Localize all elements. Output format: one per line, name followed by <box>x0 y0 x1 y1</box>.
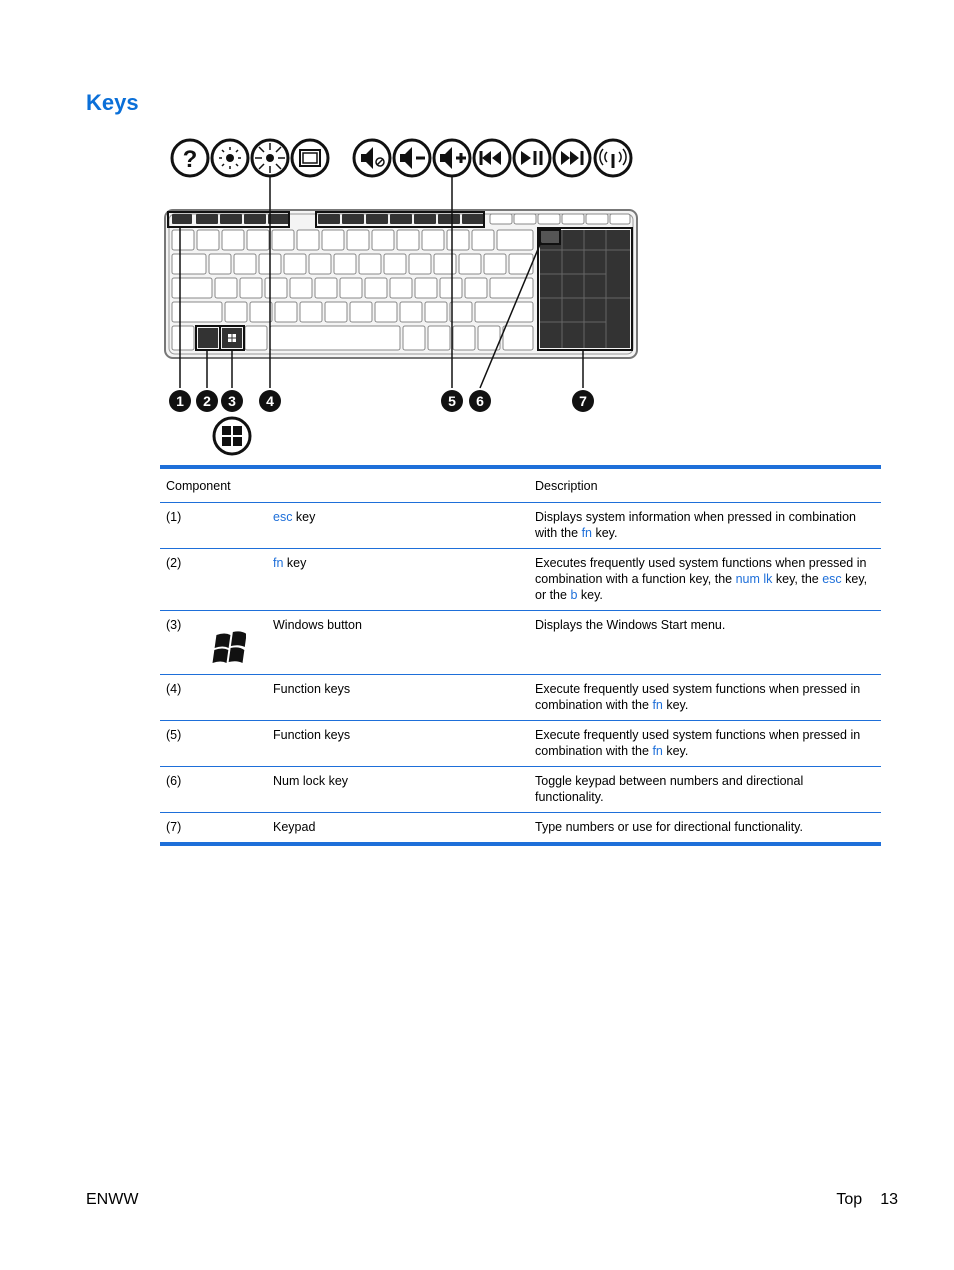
mute-icon <box>354 140 390 176</box>
header-component: Component <box>160 467 529 503</box>
header-description: Description <box>529 467 881 503</box>
link-text[interactable]: num lk <box>735 572 773 586</box>
footer-right <box>818 1191 898 1209</box>
previous-track-icon <box>474 140 510 176</box>
row-description: Execute frequently used system functions when pressed in combination with the fn key. <box>529 721 881 767</box>
footer-section: Top <box>836 1191 863 1208</box>
keyboard-body <box>165 210 637 358</box>
link-text[interactable]: fn <box>652 744 663 758</box>
next-track-icon <box>554 140 590 176</box>
row-component: fn key <box>267 549 529 611</box>
components-table <box>160 465 881 846</box>
footer-left: ENWW <box>86 1191 139 1208</box>
callout-3 <box>221 390 243 412</box>
brightness-down-icon <box>212 140 248 176</box>
row-component: Function keys <box>267 721 529 767</box>
windows-logo-icon <box>208 631 246 667</box>
row-component: Windows button <box>267 611 529 675</box>
link-text[interactable]: fn <box>581 526 592 540</box>
row-component: Function keys <box>267 675 529 721</box>
row-description: Executes frequently used system functions when pressed in combination with a function key, the num lk key, the esc key, or the b key. <box>529 549 881 611</box>
callout-7 <box>572 390 594 412</box>
svg-text:2: 2 <box>203 393 211 409</box>
svg-text:1: 1 <box>176 393 184 409</box>
svg-text:?: ? <box>182 146 198 173</box>
row-number: (1) <box>160 503 267 549</box>
table-header-row <box>160 467 881 503</box>
svg-text:4: 4 <box>266 393 274 409</box>
help-icon <box>172 140 208 176</box>
keyboard-figure <box>160 130 660 460</box>
row-number: (7) <box>166 820 182 834</box>
svg-text:7: 7 <box>579 393 587 409</box>
callout-5 <box>441 390 463 412</box>
table-row <box>160 767 881 813</box>
table-row <box>160 675 881 721</box>
svg-text:5: 5 <box>448 393 456 409</box>
row-number: (2) <box>160 549 267 611</box>
play-pause-icon <box>514 140 550 176</box>
row-component: Num lock key <box>267 767 529 813</box>
row-component: esc key <box>267 503 529 549</box>
link-text[interactable]: fn <box>652 698 663 712</box>
page-title: Keys <box>86 90 139 115</box>
row-number: (4) <box>160 675 267 721</box>
link-text[interactable]: b <box>570 588 578 602</box>
row-description: Toggle keypad between numbers and directional functionality. <box>529 767 881 813</box>
callout-2 <box>196 390 218 412</box>
link-text[interactable]: esc <box>273 510 293 524</box>
svg-text:3: 3 <box>228 393 236 409</box>
callout-1 <box>169 390 191 412</box>
page-number: 13 <box>880 1191 898 1208</box>
table-row <box>160 611 881 675</box>
keyboard-diagram <box>160 130 660 460</box>
table-row <box>160 549 881 611</box>
callout-4 <box>259 390 281 412</box>
windows-logo-icon <box>214 418 250 454</box>
row-number: (3) <box>160 611 267 675</box>
brightness-up-icon <box>252 140 288 176</box>
row-number: (6) <box>160 767 267 813</box>
row-description: Type numbers or use for directional functionality. <box>535 820 803 834</box>
wireless-icon <box>595 140 631 176</box>
row-description: Displays the Windows Start menu. <box>529 611 881 675</box>
row-number: (5) <box>160 721 267 767</box>
table-row <box>160 721 881 767</box>
switch-display-icon <box>292 140 328 176</box>
row-component: Keypad <box>273 820 316 834</box>
row-description: Execute frequently used system functions when pressed in combination with the fn key. <box>529 675 881 721</box>
table-row <box>160 503 881 549</box>
table-row <box>160 813 881 845</box>
link-text[interactable]: fn <box>273 556 284 570</box>
callout-6 <box>469 390 491 412</box>
volume-down-icon <box>394 140 430 176</box>
volume-up-icon <box>434 140 470 176</box>
link-text[interactable]: esc <box>822 572 842 586</box>
row-description: Displays system information when pressed in combination with the fn key. <box>529 503 881 549</box>
svg-text:6: 6 <box>476 393 484 409</box>
